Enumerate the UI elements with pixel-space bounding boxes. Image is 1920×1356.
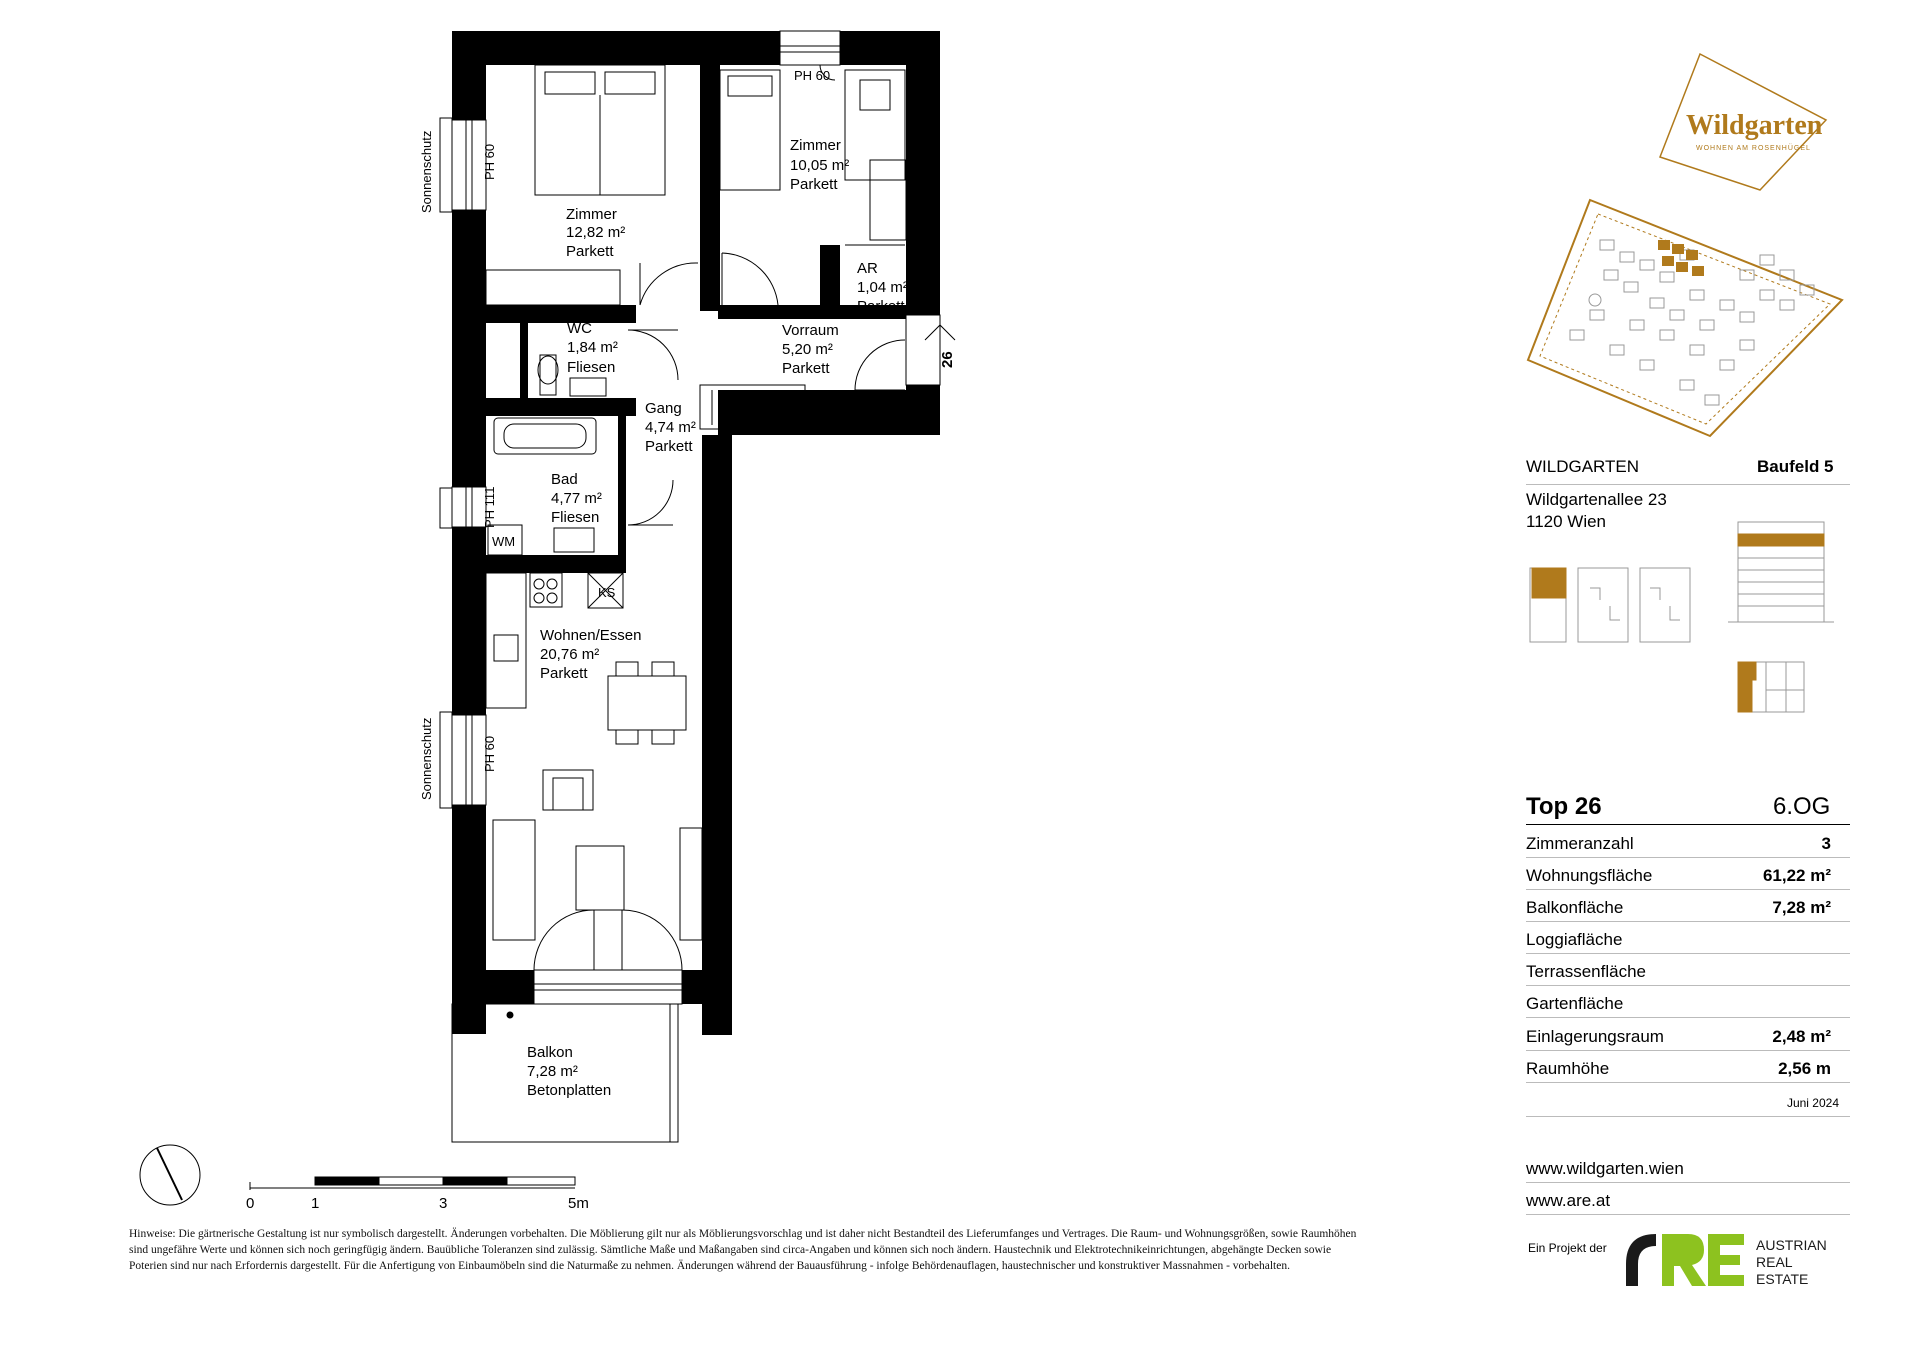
disclaimer-text: Hinweise: Die gärtnerische Gestaltung ist nur symbolisch dargestellt. Änderungen vorbehalten. Die Möblierung gilt nur als Möblierungsvorschlag und ist daher nicht Bestandteil des Lieferumfanges und Vertrages. Die Raum- und Wohnungsgrößen, sowie Raumhöhen sind ungefähre Werte und können sich noch geringfügig ändern. Bauübliche Toleranzen sind zulässig. Sämtliche Maße und Maßangaben sind circa-Angaben und können sich noch ändern. Haustechnik und Elektrotechnikeinrichtungen, abgehängte Decken sowie Poterien sind nur nach Erfordernis dargestellt. Für die Anfertigung von Einbaumöbeln sind die Naturmaße zu nehmen. Änderungen während der Bauausführung - infolge Behördenauflagen, haustechnischer und konstruktiver Massnahmen - vorbehalten. bbox=[129, 1228, 1357, 1272]
scale-label-5m: 5m bbox=[568, 1195, 589, 1212]
room-balkon-area: 7,28 m² bbox=[527, 1063, 578, 1080]
room-vorraum-floor: Parkett bbox=[782, 360, 830, 377]
label-ph60-b: PH 60 bbox=[482, 143, 497, 180]
room-wohnen-floor: Parkett bbox=[540, 665, 588, 682]
label-ph60-c: PH 60 bbox=[482, 735, 497, 772]
room-ar-floor: Parkett bbox=[857, 298, 905, 315]
spec-label-einlagerungsraum: Einlagerungsraum bbox=[1526, 1027, 1664, 1046]
label-door-number: 26 bbox=[939, 351, 956, 368]
room-balkon-name: Balkon bbox=[527, 1044, 573, 1061]
room-ar-name: AR bbox=[857, 260, 878, 277]
room-bad-name: Bad bbox=[551, 471, 578, 488]
are-name-line-2: REAL bbox=[1756, 1254, 1793, 1270]
room-gang-name: Gang bbox=[645, 400, 682, 417]
label-sonnenschutz-b: Sonnenschutz bbox=[419, 717, 434, 800]
room-zimmer1-area: 12,82 m² bbox=[566, 224, 626, 241]
divider bbox=[1526, 484, 1850, 485]
room-bad-area: 4,77 m² bbox=[551, 490, 602, 507]
label-ph60-a: PH 60 bbox=[794, 68, 831, 83]
north-arrow bbox=[140, 1145, 200, 1205]
windows bbox=[452, 31, 940, 1004]
project-city: 1120 Wien bbox=[1526, 512, 1607, 531]
room-wc-name: WC bbox=[567, 320, 592, 337]
link-wildgarten[interactable]: www.wildgarten.wien bbox=[1526, 1159, 1684, 1178]
label-ph111: PH 111 bbox=[482, 486, 497, 528]
divider bbox=[1526, 857, 1850, 858]
spec-label-gartenflaeche: Gartenfläche bbox=[1526, 994, 1624, 1013]
room-zimmer2-name: Zimmer bbox=[790, 137, 841, 154]
logo-tagline: WOHNEN AM ROSENHÜGEL bbox=[1696, 145, 1811, 152]
divider bbox=[1526, 824, 1850, 825]
room-zimmer1-name: Zimmer bbox=[566, 206, 617, 223]
are-mark-icon bbox=[1622, 1224, 1750, 1290]
partner-prefix: Ein Projekt der bbox=[1528, 1241, 1607, 1255]
room-wc-floor: Fliesen bbox=[567, 359, 616, 376]
are-mark-text bbox=[1622, 1224, 1623, 1225]
spec-value-zimmeranzahl: 3 bbox=[1821, 834, 1831, 853]
divider bbox=[1526, 921, 1850, 922]
link-are[interactable]: www.are.at bbox=[1526, 1191, 1611, 1210]
spec-label-balkonflaeche: Balkonfläche bbox=[1526, 898, 1624, 917]
plan-date: Juni 2024 bbox=[1786, 1096, 1839, 1110]
room-wohnen-name: Wohnen/Essen bbox=[540, 627, 642, 644]
furniture bbox=[486, 65, 906, 940]
scale-labels bbox=[246, 1195, 589, 1212]
divider bbox=[1526, 889, 1850, 890]
spec-value-einlagerungsraum: 2,48 m² bbox=[1772, 1027, 1831, 1046]
room-vorraum-name: Vorraum bbox=[782, 322, 839, 339]
unit-floor: 6.OG bbox=[1773, 793, 1831, 820]
logo-name: Wildgarten bbox=[1686, 110, 1823, 141]
room-vorraum-area: 5,20 m² bbox=[782, 341, 833, 358]
room-labels bbox=[419, 68, 956, 1099]
room-gang-floor: Parkett bbox=[645, 438, 693, 455]
key-plan-unit bbox=[1738, 662, 1804, 712]
spec-label-raumhoehe: Raumhöhe bbox=[1526, 1059, 1610, 1078]
project-name: WILDGARTEN bbox=[1526, 457, 1640, 476]
room-bad-floor: Fliesen bbox=[551, 509, 600, 526]
key-plan-buildings bbox=[1530, 568, 1690, 642]
unit-top: Top 26 bbox=[1526, 793, 1602, 820]
divider bbox=[1526, 1182, 1850, 1183]
are-name-line-1: AUSTRIAN bbox=[1756, 1237, 1827, 1253]
project-street: Wildgartenallee 23 bbox=[1526, 490, 1667, 509]
divider bbox=[1526, 1017, 1850, 1018]
divider bbox=[1526, 1214, 1850, 1215]
walls bbox=[452, 31, 940, 1035]
site-map bbox=[1528, 200, 1842, 436]
spec-label-loggiaflaeche: Loggiafläche bbox=[1526, 930, 1623, 949]
room-ar-area: 1,04 m² bbox=[857, 279, 908, 296]
divider bbox=[1526, 1082, 1850, 1083]
label-sonnenschutz-a: Sonnenschutz bbox=[419, 130, 434, 213]
label-ks: KS bbox=[598, 585, 616, 600]
scale-bar bbox=[250, 1177, 575, 1190]
room-zimmer2-floor: Parkett bbox=[790, 176, 838, 193]
scale-label-1: 1 bbox=[311, 1195, 320, 1212]
are-logo bbox=[1622, 1224, 1750, 1290]
key-plan-floors bbox=[1728, 522, 1834, 622]
room-gang-area: 4,74 m² bbox=[645, 419, 696, 436]
are-name-line-3: ESTATE bbox=[1756, 1271, 1809, 1287]
room-zimmer1-floor: Parkett bbox=[566, 243, 614, 260]
room-wohnen-area: 20,76 m² bbox=[540, 646, 600, 663]
spec-value-wohnungsflaeche: 61,22 m² bbox=[1762, 866, 1831, 885]
spec-value-balkonflaeche: 7,28 m² bbox=[1772, 898, 1831, 917]
divider bbox=[1526, 953, 1850, 954]
are-name bbox=[1756, 1237, 1827, 1288]
project-baufeld: Baufeld 5 bbox=[1757, 457, 1834, 476]
room-zimmer2-area: 10,05 m² bbox=[790, 157, 850, 174]
room-balkon-floor: Betonplatten bbox=[527, 1082, 612, 1099]
room-wc-area: 1,84 m² bbox=[567, 339, 618, 356]
divider bbox=[1526, 1116, 1850, 1117]
divider bbox=[1526, 1050, 1850, 1051]
scale-label-0: 0 bbox=[246, 1195, 255, 1212]
spec-label-wohnungsflaeche: Wohnungsfläche bbox=[1526, 866, 1653, 885]
divider bbox=[1526, 985, 1850, 986]
spec-value-raumhoehe: 2,56 m bbox=[1778, 1059, 1831, 1078]
spec-label-zimmeranzahl: Zimmeranzahl bbox=[1526, 834, 1634, 853]
scale-label-3: 3 bbox=[439, 1195, 448, 1212]
wildgarten-logo bbox=[1660, 54, 1826, 190]
label-wm: WM bbox=[492, 534, 516, 549]
spec-label-terrassenflaeche: Terrassenfläche bbox=[1526, 962, 1647, 981]
